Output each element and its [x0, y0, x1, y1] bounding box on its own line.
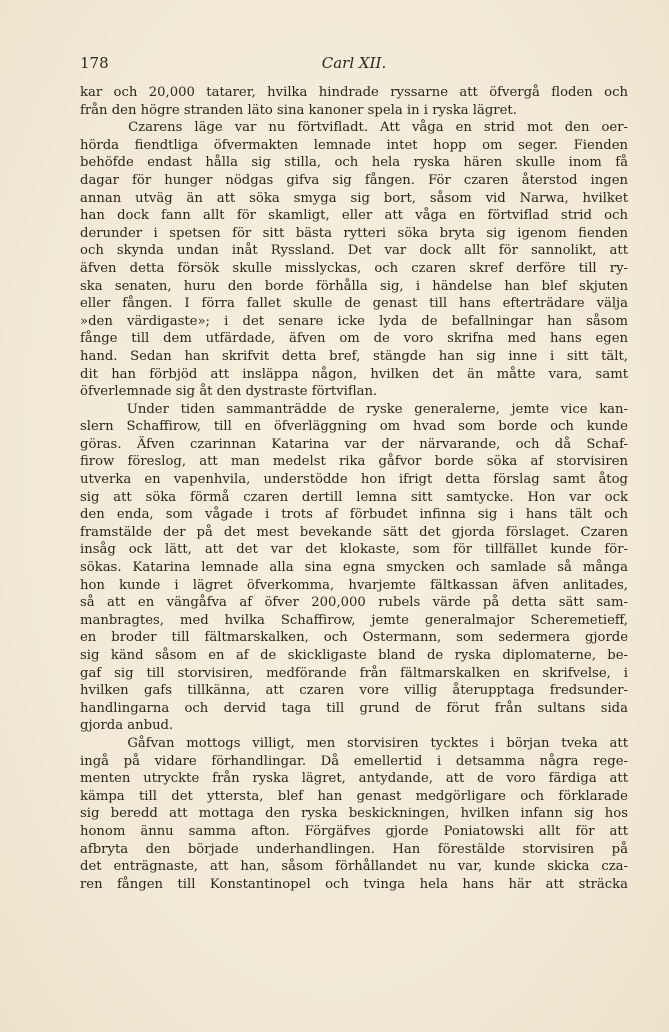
text-line: sig känd såsom en af de skickligaste bland de ryska diplomaterne, be- [80, 648, 628, 663]
text-line: göras. Äfven czarinnan Katarina var der närvarande, och då Schaf- [80, 436, 628, 452]
text-line: sig beredd att mottaga den ryska beskickningen, hvilken infann sig hos [80, 806, 628, 822]
text-line: Czarens läge var nu förtvifladt. Att våga en strid mot den oer- [80, 120, 628, 136]
text-line: ingå på vidare förhandlingar. Då emellertid i detsamma några rege- [80, 753, 628, 769]
text-line: äfven detta försök skulle misslyckas, och czaren skref derföre till ry- [80, 260, 628, 276]
body-text [80, 84, 628, 893]
text-line: annan utväg än att söka smyga sig bort, såsom vid Narwa, hvilket [80, 190, 628, 206]
text-line: sig att söka förmå czaren dertill lemna sitt samtycke. Hon var ock [80, 489, 628, 505]
text-line: dagar för hunger nödgas gifva sig fången. För czaren återstod ingen [80, 172, 628, 188]
text-line: en broder till fältmarskalken, och Ostermann, som sedermera gjorde [80, 630, 628, 646]
text-line: från den högre stranden läto sina kanoner spela in i ryska lägret. [80, 102, 517, 118]
text-line: fånge till dem utfärdade, äfven om de voro skrifna med hans egen [80, 331, 628, 347]
text-line: hörda fiendtliga öfvermakten lemnade intet hopp om seger. Fienden [80, 137, 628, 153]
text-line: manbragtes, med hvilka Schaffirow, jemte generalmajor Scheremetieff, [80, 612, 628, 628]
text-line: afbryta den började underhandlingen. Han förestälde storvisiren på [80, 841, 628, 857]
text-line: ska senaten, huru den borde förhålla sig, i händelse han blef skjuten [80, 278, 628, 294]
text-line: och skynda undan inåt Ryssland. Det var dock allt för sannolikt, att [80, 243, 628, 259]
text-line: Gåfvan mottogs villigt, men storvisiren tycktes i början tveka att [80, 735, 628, 751]
text-line: öfverlemnade sig åt den dystraste förtviflan. [80, 384, 378, 400]
text-line: Under tiden sammanträdde de ryske generalerne, jemte vice kan- [80, 401, 628, 417]
page-number: 178 [80, 54, 109, 72]
text-line: »den värdigaste»; i det senare icke lyda de befallningar han såsom [80, 313, 628, 329]
text-line: den enda, som vågade i trots af förbudet infinna sig i hans tält och [80, 507, 628, 523]
text-line: honom ännu samma afton. Förgäfves gjorde Poniatowski allt för att [80, 823, 628, 839]
text-line: gjorda anbud. [80, 718, 174, 734]
text-line: slern Schaffirow, till en öfverläggning om hvad som borde och kunde [80, 419, 628, 435]
text-line: det enträgnaste, att han, såsom förhållandet nu var, kunde skicka cza- [80, 859, 628, 875]
running-head: Carl XII. [321, 54, 387, 72]
text-line: insåg ock lätt, att det var det klokaste, som för tillfället kunde för- [80, 542, 628, 558]
text-line: kämpa till det yttersta, blef han genast medgörligare och förklarade [80, 788, 628, 804]
text-line: utverka en vapenhvila, understödde hon ifrigt detta förslag samt åtog [80, 472, 628, 488]
text-line: menten utryckte från ryska lägret, antydande, att de voro färdiga att [80, 771, 628, 787]
text-line: så att en vängåfva af öfver 200,000 rubels värde på detta sätt sam- [80, 595, 628, 611]
text-line: handlingarna och dervid taga till grund de förut från sultans sida [80, 700, 628, 716]
text-line: han dock fann allt för skamligt, eller att våga en förtviflad strid och [80, 208, 628, 224]
text-line: framstälde der på det mest bevekande sätt det gjorda förslaget. Czaren [80, 524, 628, 540]
text-line: gaf sig till storvisiren, medförande från fältmarskalken en skrifvelse, i [80, 665, 628, 681]
text-line: derunder i spetsen för sitt bästa rytteri söka bryta sig igenom fienden [80, 225, 628, 241]
text-line: eller fången. I förra fallet skulle de genast till hans efterträdare välja [80, 296, 628, 312]
text-line: hvilken gafs tillkänna, att czaren vore villig återupptaga fredsunder- [80, 683, 628, 699]
text-line: dit han förbjöd att insläppa någon, hvilken det än måtte vara, samt [80, 366, 628, 382]
text-line: hand. Sedan han skrifvit detta bref, stängde han sig inne i sitt tält, [80, 348, 628, 364]
text-line: sökas. Katarina lemnade alla sina egna smycken och samlade så många [80, 560, 628, 576]
page-header [80, 54, 628, 76]
text-line: ren fången till Konstantinopel och tvinga hela hans här att sträcka [80, 876, 628, 892]
text-line: firow föreslog, att man medelst rika gåfvor borde söka af storvisiren [80, 454, 628, 470]
text-line: kar och 20,000 tatarer, hvilka hindrade ryssarne att öfvergå floden och [80, 85, 628, 100]
text-line: behöfde endast hålla sig stilla, och hela ryska hären skulle inom få [80, 155, 628, 171]
text-line: hon kunde i lägret öfverkomma, hvarjemte fältkassan äfven anlitades, [80, 577, 628, 593]
